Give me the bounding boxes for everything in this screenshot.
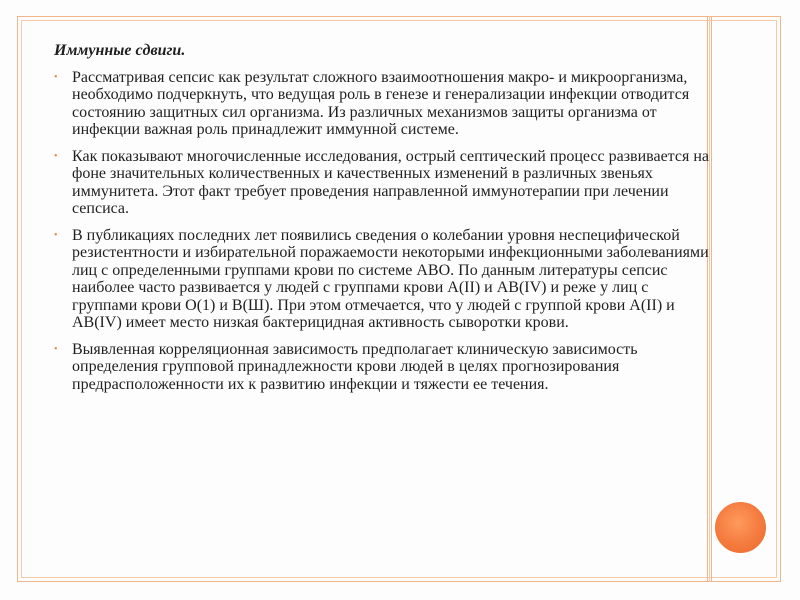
bullet-item [52, 69, 712, 139]
slide-content [52, 42, 712, 402]
bullet-icon: • [54, 343, 58, 355]
bullet-text: Рассматривая сепсис как результат сложного взаимоотношения макро- и микроорганизма, необходимо подчеркнуть, что ведущая роль в генезе и генерализации инфекции отводится состоянию защитных сил организма. Из различных механизмов защиты организма от инфекции важная роль принадлежит иммунной системе. [72, 68, 690, 138]
bullet-item [52, 341, 712, 394]
bullet-icon: • [54, 150, 58, 162]
bullet-text: В публикациях последних лет появились сведения о колебании уровня неспецифической резистентности и избирательной поражаемости некоторыми инфекционными заболеваниями лиц с определенными группами крови по системе АВО. По данным литературы сепсис наиболее часто развивается у людей с группами крови А(II) и АВ(IV) и реже у лиц с группами крови О(1) и В(Ш). При этом отмечается, что у людей с группой крови А(II) и АВ(IV) имеет место низкая бактерицидная активность сыворотки крови. [72, 226, 709, 331]
decorative-circle [712, 499, 769, 556]
slide-heading: Иммунные сдвиги. [54, 42, 186, 59]
bullet-item [52, 148, 712, 218]
bullet-list [52, 69, 712, 394]
bullet-icon: • [54, 71, 58, 83]
bullet-text: Выявленная корреляционная зависимость предполагает клиническую зависимость определения групповой принадлежности крови людей в целях прогнозирования предрасположенности их к развитию инфекции и тяжести ее течения. [72, 340, 638, 393]
bullet-item [52, 227, 712, 332]
bullet-icon: • [54, 229, 58, 241]
bullet-text: Как показывают многочисленные исследования, острый септический процесс развивается на фоне значительных количественных и качественных изменений в различных звеньях иммунитета. Этот факт требует проведения направленной иммунотерапии при лечении сепсиса. [72, 147, 709, 217]
